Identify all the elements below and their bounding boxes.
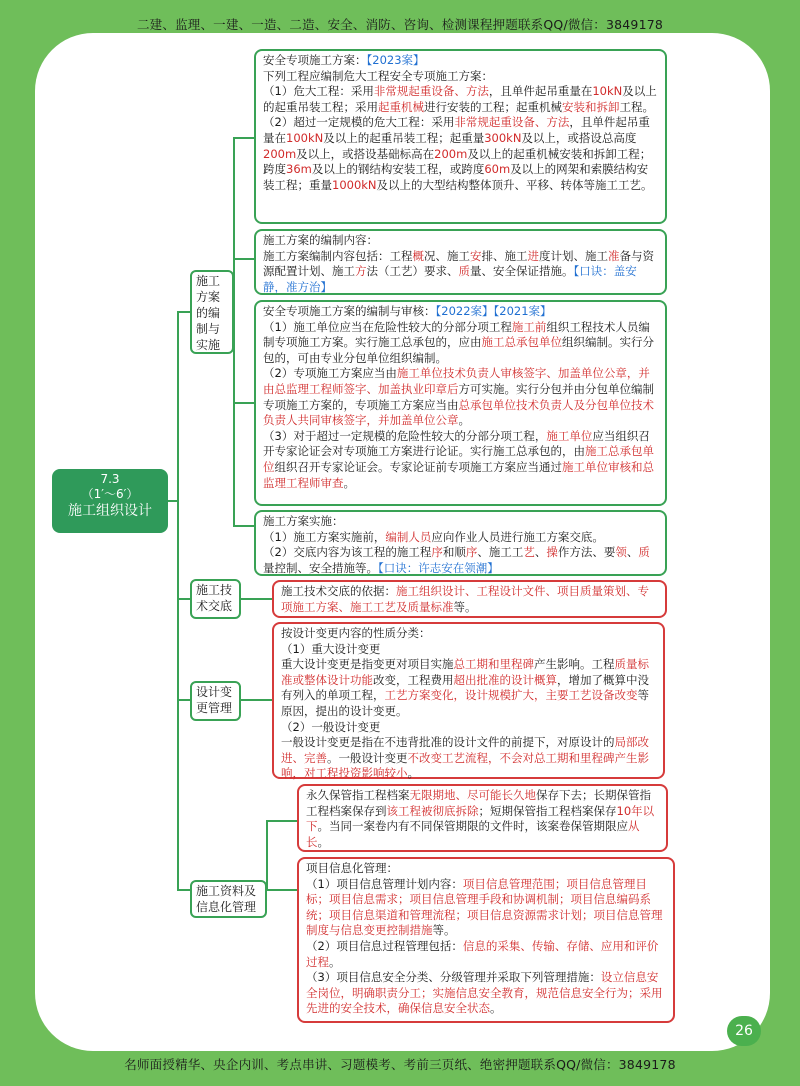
archive-retention-card: 永久保管指工程档案无限期地、尽可能长久地保存下去；长期保管指工程档案保存到该工程被彻底拆除；短期保管指工程档案保存10年以下。当同一案卷内有不同保管期限的文件时，该案卷保管期限应从长。 [297, 784, 668, 852]
connector [177, 598, 190, 600]
info-management-card: 项目信息化管理： （1）项目信息管理计划内容：项目信息管理范围；项目信息管理目标；项目信息需求；项目信息管理手段和协调机制；项目信息编码系统；项目信息渠道和管理流程；项目信息资源需求计划；项目信息管理制度与信息变更控制措施等。 （2）项目信息过程管理包括：信息的采集、传输、存储、应用和评价过程。 （3）项目信息安全分类、分级管理并采取下列管理措施：设立信息安全岗位，明确职责分工；实施信息安全教育，规范信息安全行为；采用先进的安全技术，确保信息安全状态。 [297, 857, 675, 1023]
plan-implementation-card: 施工方案实施： （1）施工方案实施前，编制人员应向作业人员进行施工方案交底。 （2）交底内容为该工程的施工程序和顺序、施工工艺、操作方法、要领、质量控制、安全措施等。【口诀：许志安在领潮】 [254, 510, 667, 576]
root-number: 7.3 [100, 472, 120, 486]
connector [233, 525, 254, 527]
connector [177, 699, 190, 701]
connector [240, 699, 272, 701]
page-number: 26 [727, 1016, 761, 1046]
branch-construction-plan: 施工方案的编制与实施 [190, 270, 234, 354]
connector [233, 137, 254, 139]
top-banner: 二建、监理、一建、一造、二造、安全、消防、咨询、检测课程押题联系QQ/微信：3849178 [136, 17, 664, 32]
briefing-basis-card: 施工技术交底的依据：施工组织设计、工程设计文件、项目质量策划、专项施工方案、施工工艺及质量标准等。 [272, 580, 667, 618]
root-time: （1′～6′） [81, 487, 139, 501]
connector [177, 311, 179, 891]
connector [266, 820, 297, 822]
connector [233, 402, 254, 404]
connector [177, 311, 190, 313]
root-title: 施工组织设计 [68, 503, 152, 519]
branch-technical-briefing: 施工技术交底 [190, 579, 241, 619]
bottom-banner: 名师面授精华、央企内训、考点串讲、习题模考、考前三页纸、绝密押题联系QQ/微信：3849178 [124, 1057, 676, 1072]
plan-review-card: 安全专项施工方案的编制与审核：【2022案】【2021案】 （1）施工单位应当在危险性较大的分部分项工程施工前组织工程技术人员编制专项施工方案。实行施工总承包的，应由施工总承包单位组织编制。实行分包的，可由专业分包单位组织编制。 （2）专项施工方案应当由施工单位技术负责人审核签字、加盖单位公章，并由总监理工程师签字、加盖执业印章后方可实施。实行分包并由分包单位编制专项施工方案的，专项施工方案应当由总承包单位技术负责人及分包单位技术负责人共同审核签字，并加盖单位公章。 （3）对于超过一定规模的危险性较大的分部分项工程，施工单位应当组织召开专家论证会对专项施工方案进行论证。实行施工总承包的，由施工总承包单位组织召开专家论证会。专家论证前专项施工方案应当通过施工单位审核和总监理工程师审查。 [254, 300, 667, 506]
connector [240, 598, 272, 600]
connector [266, 889, 297, 891]
connector [177, 889, 190, 891]
branch-design-change: 设计变更管理 [190, 681, 241, 721]
connector [266, 820, 268, 890]
branch-records-info: 施工资料及信息化管理 [190, 880, 267, 918]
plan-content-card: 施工方案的编制内容： 施工方案编制内容包括：工程概况、施工安排、施工进度计划、施工准备与资源配置计划、施工方法（工艺）要求、质量、安全保证措施。【口诀：盖安静，准方治】 [254, 229, 667, 295]
root-node [52, 469, 168, 533]
safety-plan-scope-card: 安全专项施工方案：【2023案】 下列工程应编制危大工程安全专项施工方案： （1）危大工程：采用非常规起重设备、方法，且单件起吊重量在10kN及以上的起重吊装工程；采用起重机械进行安装的工程；起重机械安装和拆卸工程。 （2）超过一定规模的危大工程：采用非常规起重设备、方法，且单件起吊重量在100kN及以上的起重吊装工程；起重量300kN及以上，或搭设总高度200m及以上，或搭设基础标高在200m及以上的起重机械安装和拆卸工程；跨度36m及以上的钢结构安装工程，或跨度60m及以上的网架和索膜结构安装工程；重量1000kN及以上的大型结构整体顶升、平移、转体等施工工艺。 [254, 49, 667, 224]
connector [233, 258, 254, 260]
design-change-card: 按设计变更内容的性质分类： （1）重大设计变更 重大设计变更是指变更对项目实施总工期和里程碑产生影响。工程质量标准或整体设计功能改变，工程费用超出批准的设计概算，增加了概算中没有列入的单项工程，工艺方案变化，设计规模扩大，主要工艺设备改变等原因，提出的设计变更。 （2）一般设计变更 一般设计变更是指在不违背批准的设计文件的前提下，对原设计的局部改进、完善。一般设计变更不改变工艺流程，不会对总工期和里程碑产生影响，对工程投资影响较小。 [272, 622, 665, 779]
